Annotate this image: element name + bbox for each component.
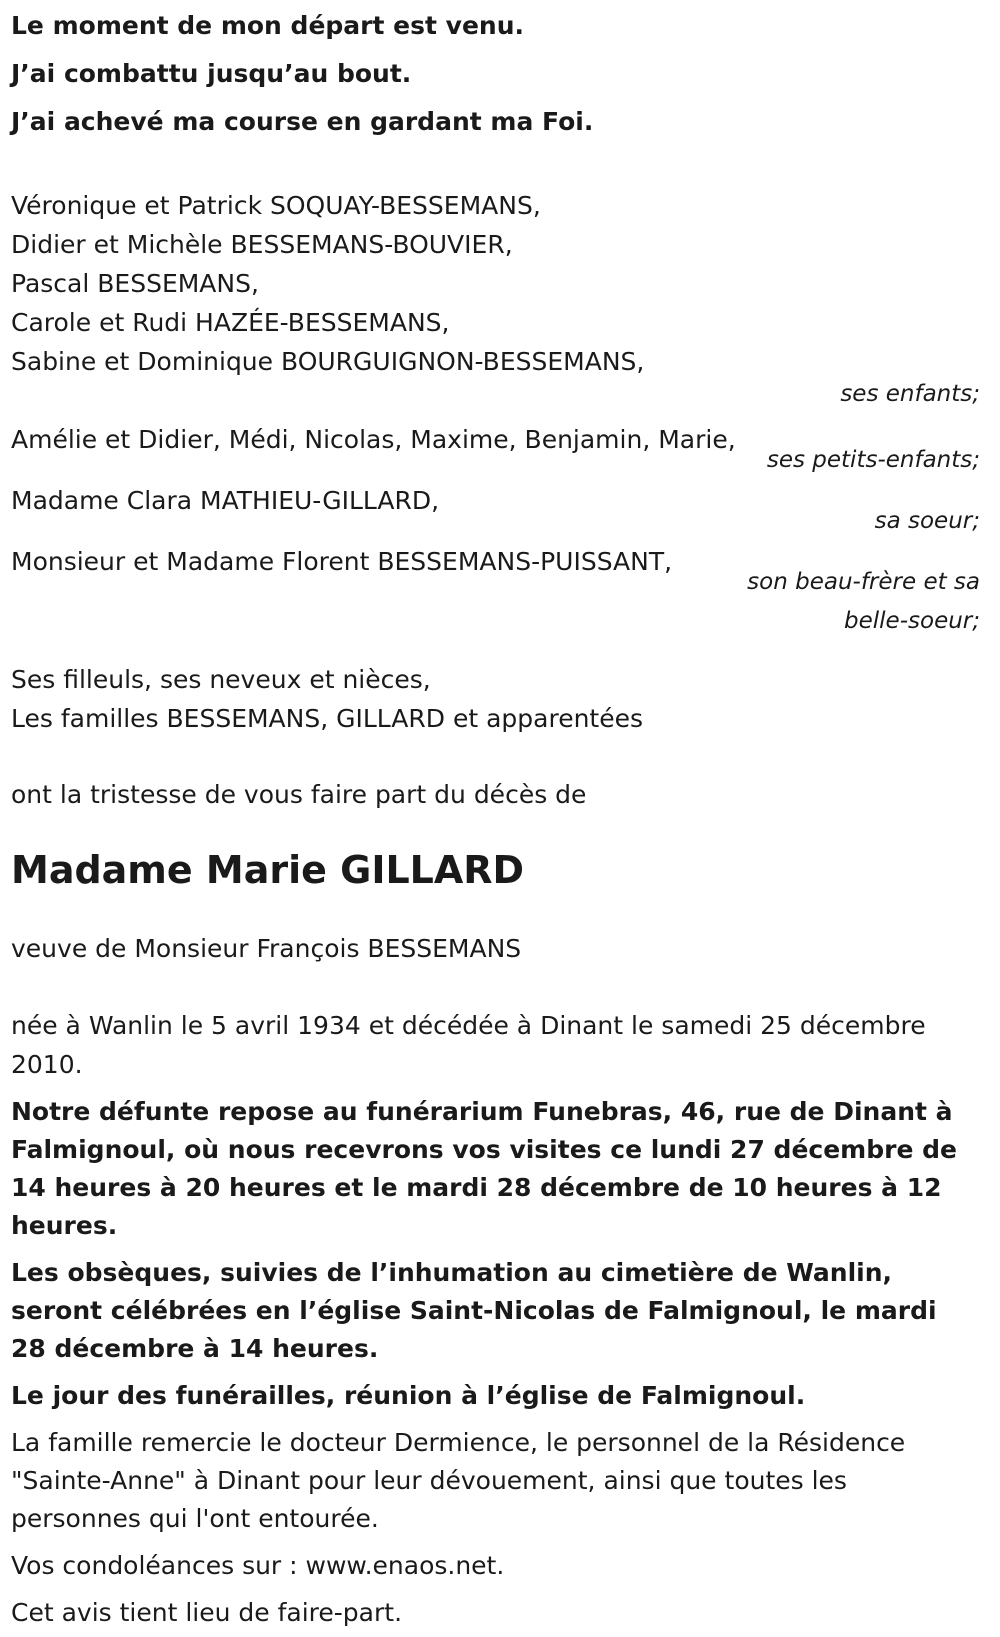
verse-line: J’ai combattu jusqu’au bout. (11, 59, 412, 88)
family-line: Sabine et Dominique BOURGUIGNON-BESSEMANS, (11, 347, 645, 376)
family-line: Madame Clara MATHIEU-GILLARD, (11, 486, 440, 515)
announcement: ont la tristesse de vous faire part du décès de (11, 780, 587, 809)
relationship-label: sa soeur; (874, 508, 980, 534)
inlaws-block (11, 542, 991, 641)
visitation-info: Notre défunte repose au funérarium Funebras, 46, rue de Dinant à Falmignoul, où nous recevrons vos visites ce lundi 27 décembre de 14 heures à 20 heures et le mardi 28 décembre de 10 heures à 12 heures. (11, 1097, 957, 1240)
notice-text: Cet avis tient lieu de faire-part. (11, 1598, 403, 1627)
thanks-text: La famille remercie le docteur Dermience, le personnel de la Résidence "Sainte-Anne" à Dinant pour leur dévouement, ainsi que toutes les personnes qui l'ont entourée. (11, 1428, 906, 1533)
condolences-text: Vos condoléances sur : www.enaos.net. (11, 1551, 505, 1580)
family-line: Carole et Rudi HAZÉE-BESSEMANS, (11, 308, 450, 337)
relationship-label: belle-soeur; (844, 608, 980, 634)
family-line: Les familles BESSEMANS, GILLARD et apparentées (11, 704, 644, 733)
family-line: Pascal BESSEMANS, (11, 269, 259, 298)
widow-of: veuve de Monsieur François BESSEMANS (11, 934, 522, 963)
family-line: Monsieur et Madame Florent BESSEMANS-PUISSANT, (11, 547, 673, 576)
children-block (11, 186, 991, 414)
family-line: Didier et Michèle BESSEMANS-BOUVIER, (11, 230, 513, 259)
grandchildren-block (11, 420, 991, 480)
obituary-notice (11, 0, 991, 1632)
relationship-label: son beau-frère et sa (747, 569, 980, 595)
verse-line: Le moment de mon départ est venu. (11, 11, 524, 40)
family-list (11, 186, 991, 738)
epitaph-verse (11, 2, 991, 146)
relationship-label: ses petits-enfants; (766, 447, 980, 473)
sister-block (11, 481, 991, 541)
relationship-label: ses enfants; (840, 381, 980, 407)
birth-death-dates: née à Wanlin le 5 avril 1934 et décédée à Dinant le samedi 25 décembre 2010. (11, 1011, 926, 1079)
funeral-info: Les obsèques, suivies de l’inhumation au cimetière de Wanlin, seront célébrées en l’église Saint-Nicolas de Falmignoul, le mardi 28 décembre à 14 heures. (11, 1258, 937, 1363)
verse-line: J’ai achevé ma course en gardant ma Foi. (11, 107, 594, 136)
family-line: Amélie et Didier, Médi, Nicolas, Maxime, Benjamin, Marie, (11, 425, 736, 454)
others-block (11, 660, 991, 738)
meeting-info: Le jour des funérailles, réunion à l’église de Falmignoul. (11, 1381, 806, 1410)
deceased-name: Madame Marie GILLARD (11, 848, 525, 892)
family-line: Ses filleuls, ses neveux et nièces, (11, 665, 431, 694)
family-line: Véronique et Patrick SOQUAY-BESSEMANS, (11, 191, 541, 220)
